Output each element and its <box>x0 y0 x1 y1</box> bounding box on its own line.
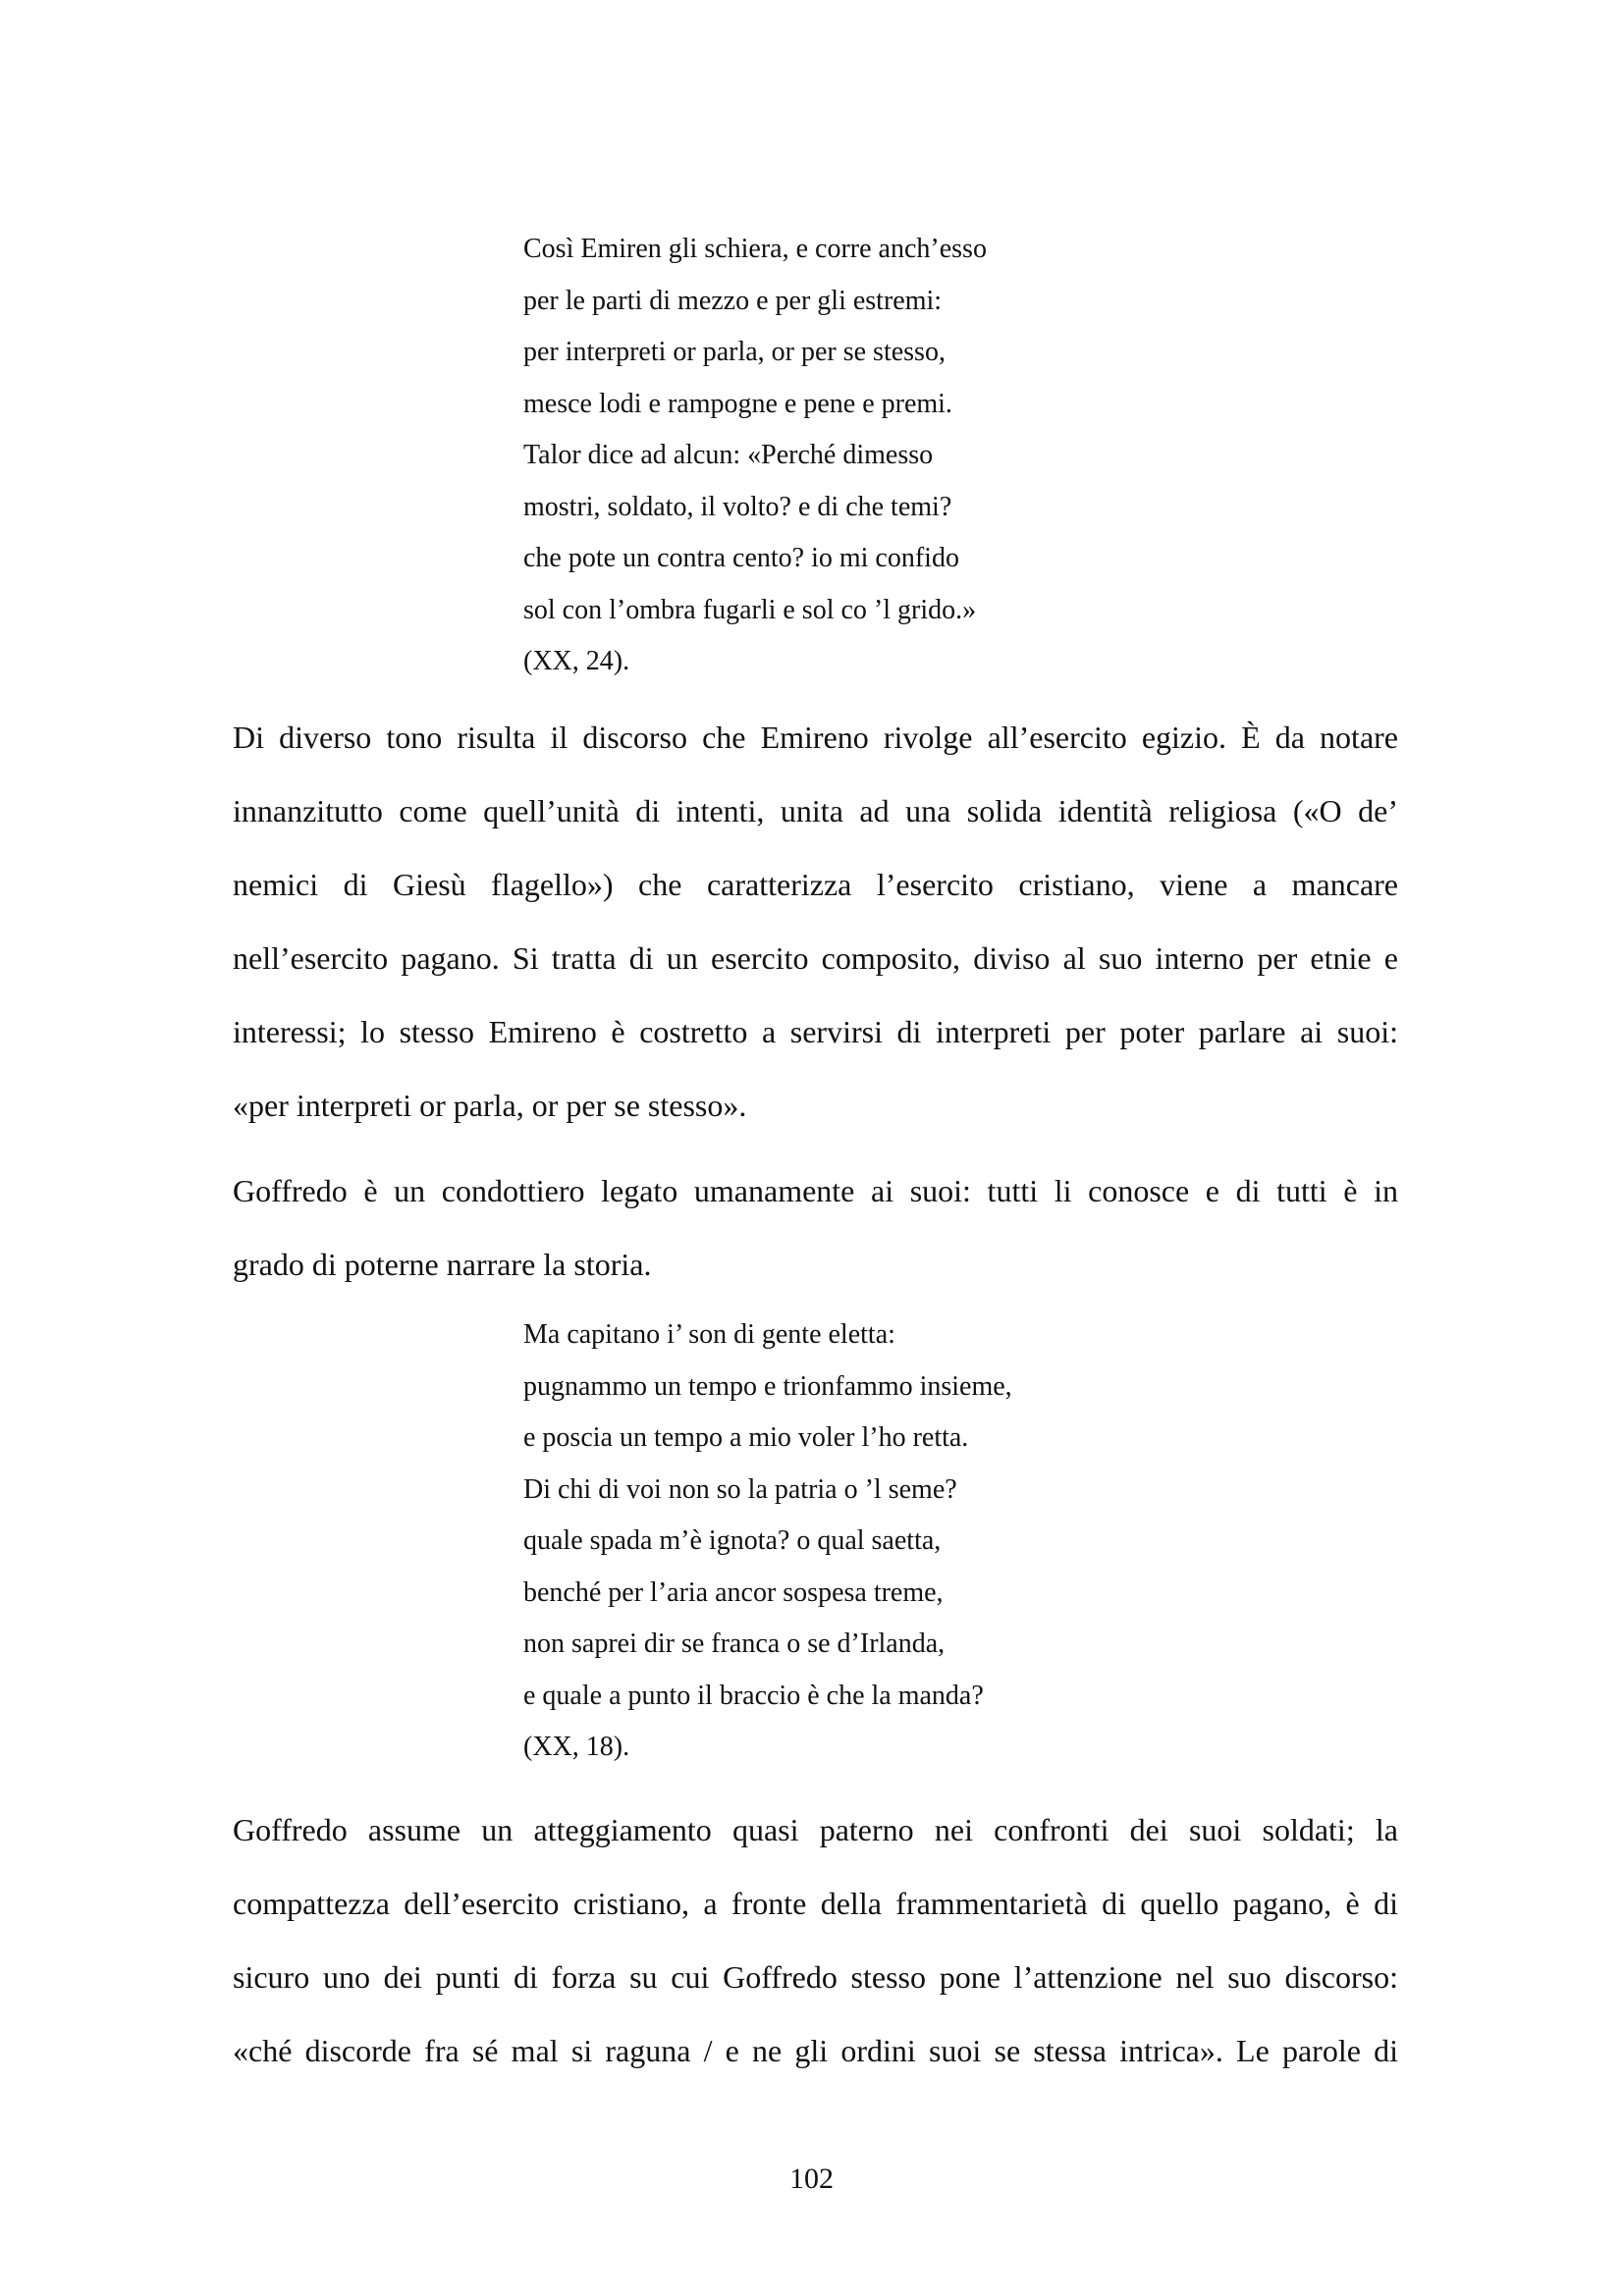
verse-line: per le parti di mezzo e per gli estremi: <box>523 285 943 316</box>
paragraph-line: Goffredo assume un atteggiamento quasi paterno nei confronti dei suoi soldati; la <box>233 1812 1398 1847</box>
verse-quotation-emireno <box>523 224 1132 688</box>
paragraph-line: sicuro uno dei punti di forza su cui Goffredo stesso pone l’attenzione nel suo discorso: <box>233 1959 1398 1995</box>
verse-line: benché per l’aria ancor sospesa treme, <box>523 1576 944 1608</box>
paragraph-line: Goffredo è un condottiero legato umanamente ai suoi: tutti li conosce e di tutti è in <box>233 1173 1398 1208</box>
paragraph-line: grado di poterne narrare la storia. <box>233 1247 652 1282</box>
verse-line: che pote un contra cento? io mi confido <box>523 543 959 573</box>
page-number: 102 <box>789 2163 834 2195</box>
paragraph-line: nemici di Giesù flagello») che caratterizza l’esercito cristiano, viene a mancare <box>233 867 1398 902</box>
paragraph-line: «per interpreti or parla, or per se stesso». <box>233 1088 747 1123</box>
verse-line: Così Emiren gli schiera, e corre anch’esso <box>523 234 987 264</box>
paragraph-line: compattezza dell’esercito cristiano, a fronte della frammentarietà di quello pagano, è di <box>233 1886 1398 1921</box>
verse-line: e quale a punto il braccio è che la manda? <box>523 1680 984 1711</box>
verse-line: non saprei dir se franca o se d’Irlanda, <box>523 1629 946 1659</box>
paragraph-line: interessi; lo stesso Emireno è costretto a servirsi di interpreti per poter parlare ai suoi: <box>233 1014 1398 1049</box>
paragraph-line: Di diverso tono risulta il discorso che Emireno rivolge all’esercito egizio. È da notare <box>233 720 1398 755</box>
verse-line: pugnammo un tempo e trionfammo insieme, <box>523 1370 1012 1402</box>
paragraph-line: nell’esercito pagano. Si tratta di un esercito composito, diviso al suo interno per etnie e <box>233 940 1398 976</box>
body-paragraph-1 <box>233 701 1398 1143</box>
body-paragraph-2 <box>233 1154 1398 1302</box>
verse-line: Talor dice ad alcun: «Perché dimesso <box>523 440 934 470</box>
verse-line: mostri, soldato, il volto? e di che temi? <box>523 491 952 522</box>
verse-citation: (XX, 24). <box>523 646 630 676</box>
verse-citation: (XX, 18). <box>523 1732 630 1762</box>
paragraph-line: innanzitutto come quell’unità di intenti, unita ad una solida identità religiosa («O de’ <box>233 793 1398 828</box>
paragraph-line: «ché discorde fra sé mal si raguna / e ne gli ordini suoi se stessa intrica». Le parole di <box>233 2033 1398 2068</box>
body-paragraph-3 <box>233 1793 1398 2088</box>
verse-line: sol con l’ombra fugarli e sol co ’l grido.» <box>523 594 977 625</box>
verse-line: Ma capitano i’ son di gente eletta: <box>523 1319 895 1350</box>
verse-line: quale spada m’è ignota? o qual saetta, <box>523 1525 942 1556</box>
verse-line: per interpreti or parla, or per se stesso, <box>523 337 946 367</box>
verse-line: Di chi di voi non so la patria o ’l seme? <box>523 1473 957 1505</box>
verse-line: mesce lodi e rampogne e pene e premi. <box>523 388 952 419</box>
verse-quotation-goffredo <box>523 1309 1132 1774</box>
verse-line: e poscia un tempo a mio voler l’ho retta. <box>523 1422 969 1453</box>
